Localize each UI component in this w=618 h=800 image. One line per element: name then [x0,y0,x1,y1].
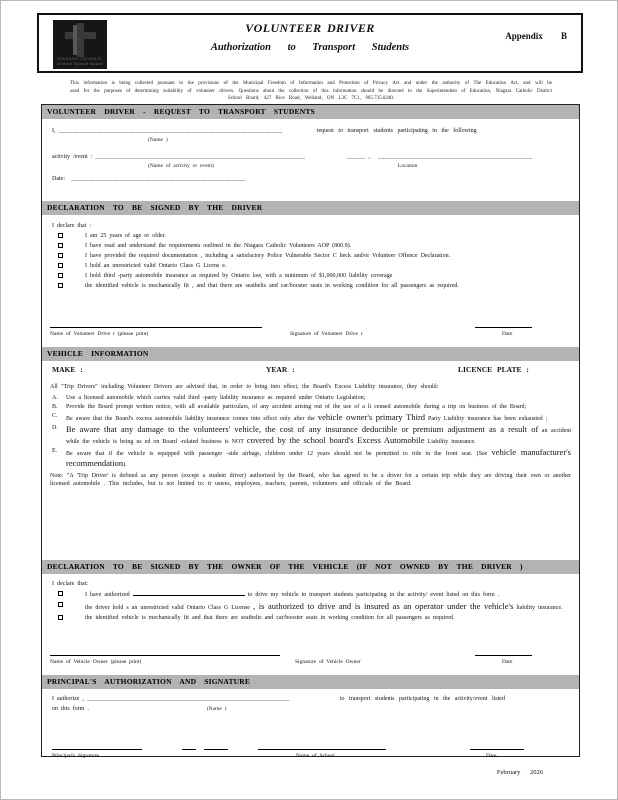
principal-line2-text: on this form . [52,706,89,712]
trip-driver-note: Note: "A 'Trip Driver' is defined as any person (except a student driver) authorized by the Board, who has agreed to be a driver for a certain trip while they are driving their own or another licensed automobile . This includes, but is not limited to: tr ustees, employees, teachers, parents, volunteers and officials of the Board. [50,473,571,487]
declaration-item: the driver hold s an unrestricted valid Ontario Class G License , is authorized to drive and is insured as an operator under the vehicle's liability insurance. [50,601,571,612]
declaration-item: I have authorized to drive my vehicle to transport students participating in the activity/ event listed on this form . [50,590,571,599]
form-subtitle: Authorization to Transport Students [210,42,410,53]
appendix-label: Appendix B [505,31,567,41]
checkbox-icon[interactable] [58,233,63,238]
section-header-request: VOLUNTEER DRIVER - REQUEST TO TRANSPORT STUDENTS [42,105,579,119]
board-logo [53,20,107,69]
owner-date-label: Date [502,659,513,665]
school-name-label: Name of School [296,753,335,759]
declaration-item: the identified vehicle is mechanically fit , and that there are seatbelts and car/booster seats in working condition for all passengers as required. [50,282,571,290]
owner-name-label: Name of Vehicle Owner (please print) [50,659,142,665]
form-body [41,104,580,757]
driver-signature-strip [50,327,571,345]
declaration-item: I have provided the required documentation , including a satisfactory Police Vulnerable Sector C heck and/or Volunteer Offence Declaration. [50,252,571,260]
owner-signature-strip [50,655,571,673]
checkbox-icon[interactable] [58,243,63,248]
checkbox-icon[interactable] [58,591,63,596]
trip-driver-intro: All "Trip Drivers" including Volunteer Drivers are advised that, in order to bring into effect, the Board's Excess Liability insurance, they should: [50,384,439,390]
form-title: VOLUNTEER DRIVER [245,21,375,35]
checkbox-icon[interactable] [58,615,63,620]
date-input-line[interactable]: __________________________________________________ [71,176,246,182]
principal-name-sublabel: (Name ) [206,706,227,712]
volunteer-name-input-line[interactable]: ________________________________________________________________ [58,128,283,134]
driver-date-line[interactable] [475,327,532,328]
section-header-owner-declaration: DECLARATION TO BE SIGNED BY THE OWNER OF THE VEHICLE (IF NOT OWNED BY THE DRIVER ) [42,560,579,574]
section-owner-declaration [42,574,579,675]
checkbox-icon[interactable] [58,253,63,258]
make-field-label[interactable]: MAKE : [52,365,83,374]
section-request [42,119,579,201]
section-header-driver-declaration: DECLARATION TO BE SIGNED BY THE DRIVER [42,201,579,215]
section-principal [42,689,579,771]
declaration-item: I have read and understand the requirements outlined in the Niagara Catholic Volunteers AOP (800.9). [50,242,571,250]
principal-signature-line[interactable] [52,749,142,750]
declaration-item: I am 25 years of age or older. [50,232,571,240]
request-line1-text: request to transport students participating in the following [316,128,477,134]
driver-declaration-intro: I declare that : [52,223,91,229]
principal-signature-strip [52,749,569,767]
declaration-item: I hold third -party automobile insurance as required by Ontario law, with a minimum of $1,000,000 liability coverage [50,272,571,280]
vehicle-item-c: C. Be aware that the Board's excess automobile liability insurance comes into effect only after the vehicle owner's primary Third Party Liability insurance has been exhausted ; [52,412,548,422]
principal-line1-text: to transport students participating in the activity/event listed [339,696,505,702]
authorize-prefix: I authorize , [52,696,84,702]
checkbox-icon[interactable] [58,263,63,268]
location-sublabel: Location [397,163,418,169]
owner-signature-label: Signature of Vehicle Owner [295,659,361,665]
driver-name-label: Name of Volunteer Drive r (please print) [50,331,149,337]
checkbox-icon[interactable] [58,273,63,278]
activity-sublabel: (Name of activity or event) [148,163,214,169]
vehicle-item-a: A. Use a licensed automobile which carries valid third -party liability insurance as required under Ontario Legislation; [52,395,366,401]
date-prefix: Date: [52,176,65,182]
principal-name-input-line[interactable]: __________________________________________________________ [86,696,290,702]
driver-name-signature-line[interactable] [50,327,262,328]
logo-board-name: NIAGARA CATHOLIC [57,56,103,61]
vehicle-item-e: E. Be aware that if the vehicle is equipped with passenger -side airbags, children under 12 years should not be permitted to ride in the front seat. (See vehicle manufacturer's recommendation). [52,447,571,468]
short-input-line[interactable]: _____ , [347,154,371,160]
location-input-line[interactable]: ____________________________________________ [378,154,533,160]
activity-input-line[interactable]: ____________________________________________________________ [95,154,306,160]
driver-date-label: Date [502,331,513,337]
principal-date-label: Date [486,753,497,759]
revision-date: February 2026 [496,769,543,776]
plate-field-label[interactable]: LICENCE PLATE : [458,365,529,374]
owner-date-line[interactable] [475,655,532,656]
section-header-vehicle-info: VEHICLE INFORMATION [42,347,579,361]
privacy-notice: This information is being collected pursuant to the provisions of the Municipal Freedom of Information and Protection of Privacy Act and under the authority of The Education Act, and will be used for the purposes of determining suitability of volunteer drivers. Questions about the collection of this information should be directed to the Superintendent of Education, Niagara Catholic District School Board, 427 Rice Road, Welland, ON L3C 7C1, 905.735.0240. [70,81,552,101]
vehicle-item-b: B. Provide the Board prompt written notice, with all available particulars, of any accident arising out of the use of a li censed automobile during a trip on business of the Board; [52,404,527,410]
vehicle-item-d: D. Be aware that any damage to the volunteers' vehicle, the cost of any insurance deductible or premium adjustment as a result of an accident while the vehicle is being us ed on Board -related business is NOT covered by the school board's Excess Automobile Liability insurance. [52,424,571,445]
school-name-line[interactable] [258,749,386,750]
year-field-label[interactable]: YEAR : [266,365,295,374]
section-driver-declaration [42,215,579,347]
section-header-principal: PRINCIPAL'S AUTHORIZATION AND SIGNATURE [42,675,579,689]
declaration-item: the identified vehicle is mechanically fit and that there are seatbelts and car/booster seats in working condition for all passengers as required. [50,614,571,622]
driver-signature-label: Signature of Volunteer Drive r [290,331,363,337]
section-vehicle-info [42,361,579,560]
owner-declaration-intro: I declare that: [52,581,88,587]
principal-date-line[interactable] [470,749,524,750]
activity-prefix: activity /event : [52,154,93,160]
owner-name-signature-line[interactable] [50,655,280,656]
logo-cross-icon [77,23,84,57]
form-header [37,13,583,73]
name-sublabel: (Name ) [148,137,168,143]
logo-board-sub: District School Board [57,61,103,66]
checkbox-icon[interactable] [58,283,63,288]
request-i-prefix: I, [52,128,56,134]
principal-signature-label: Principal's Signature [52,753,99,759]
checkbox-icon[interactable] [58,602,63,607]
declaration-item: I hold an unrestricted valid Ontario Class G Licens e. [50,262,571,270]
